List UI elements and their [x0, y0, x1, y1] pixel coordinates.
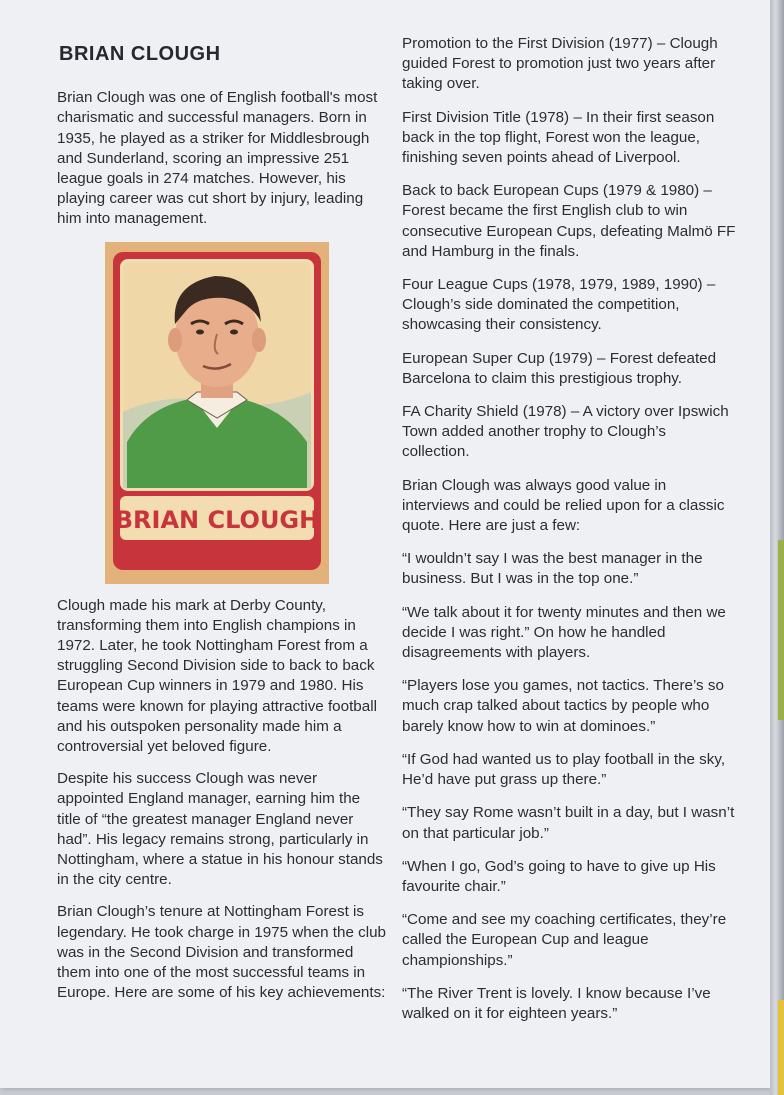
quote-item: “The River Trent is lovely. I know because I’ve walked on it for eighteen years.” [402, 984, 711, 1022]
achievement-league-cups: Four League Cups (1978, 1979, 1989, 1990) – Clough’s side dominated the competition, showcasing their consistency. [402, 276, 716, 334]
quote-item: “Players lose you games, not tactics. There’s so much crap talked about tactics by people who barely know how to win at dominoes.” [402, 677, 724, 735]
derby-paragraph: Clough made his mark at Derby County, transforming them into English champions in 1972. Later, he took Nottingham Forest from a struggling Second Division side to back to back European Cup winners in 1979 and 1980. His teams were known for playing attractive football and his outspoken personality made him a controversial yet beloved figure. [57, 596, 377, 756]
achievement-european-cups: Back to back European Cups (1979 & 1980) – Forest became the first English club to win consecutive European Cups, defeating Malmö FF and Hamburg in the finals. [402, 182, 736, 260]
quote-item: “We talk about it for twenty minutes and then we decide I was right.” On how he handled disagreements with players. [402, 603, 726, 662]
trading-card-portrait [105, 242, 329, 584]
right-column [402, 34, 737, 1037]
page-edge-accent [778, 540, 784, 720]
quote-item: “If God had wanted us to play football in the sky, He’d have put grass up there.” [402, 750, 726, 789]
quotes-intro: Brian Clough was always good value in interviews and could be relied upon for a classic quote. Here are just a few: [402, 476, 725, 535]
quote-item: “I wouldn’t say I was the best manager in the business. But I was in the top one.” [402, 550, 703, 588]
legacy-paragraph: Despite his success Clough was never appointed England manager, earning him the title of “the greatest manager England never had”. His legacy remains strong, particularly in Nottingham, where a statue in his honour stands in the city centre. [57, 770, 383, 889]
quote-item: “They say Rome wasn’t built in a day, but I wasn’t on that particular job.” [402, 804, 735, 842]
left-column [57, 38, 387, 1015]
portrait-illustration [105, 242, 329, 584]
achievement-super-cup: European Super Cup (1979) – Forest defeated Barcelona to claim this prestigious trophy. [402, 349, 717, 387]
quote-item: “When I go, God’s going to have to give up His favourite chair.” [402, 857, 716, 895]
achievement-promotion: Promotion to the First Division (1977) – Clough guided Forest to promotion just two years after taking over. [402, 35, 718, 93]
intro-paragraph: Brian Clough was one of English football's most charismatic and successful managers. Born in 1935, he played as a striker for Middlesbrough and Sunderland, scoring an impressive 251 league goals in 274 matches. However, his playing career was cut short by injury, leading him into management. [57, 89, 378, 228]
achievement-first-division: First Division Title (1978) – In their first season back in the top flight, Forest won the league, finishing seven points ahead of Liverpool. [402, 108, 715, 167]
card-name-label: BRIAN CLOUGH [114, 505, 320, 534]
forest-paragraph: Brian Clough’s tenure at Nottingham Forest is legendary. He took charge in 1975 when the club was in the Second Division and transformed them into one of the most successful teams in Europe. Here are some of his key achievements: [57, 903, 386, 1002]
quote-item: “Come and see my coaching certificates, they’re called the European Cup and league championships.” [402, 911, 727, 969]
achievement-charity-shield: FA Charity Shield (1978) – A victory over Ipswich Town added another trophy to Clough’s collection. [402, 403, 729, 461]
article-title: BRIAN CLOUGH [59, 43, 221, 65]
page-edge-accent [778, 1000, 784, 1095]
